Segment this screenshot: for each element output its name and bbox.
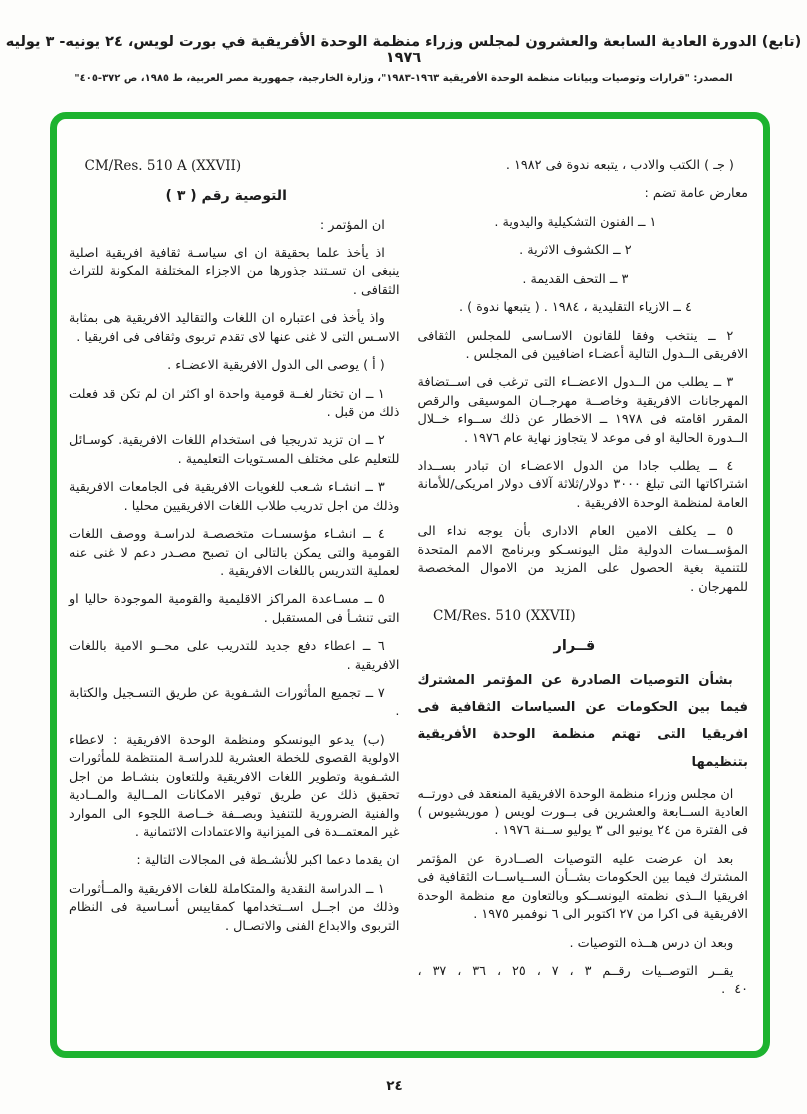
exhibit-item: ٢ ــ الكشوف الاثرية . [519,243,632,259]
recommendation-paragraph: ٦ ــ اعطاء دفع جديد للتدريب على محــو الامية باللغات الافريقية . [69,639,400,673]
recommendation-paragraph: ٤ ــ انشـاء مؤسسـات متخصصـة لدراسـة ووصف اللغات القومية والتى يمكن بالتالى ان تصبح مصـدر دعم لا غنى عنه لعملية التدريس باللغات الافريقية . [69,527,400,579]
resolution-item: ٥ ــ يكلف الامين العام الادارى بأن يوجه نداء الى المؤســسات الدولية مثل اليونسـكو وبرنامج الامم المتحدة للتنمية بغية الحصول على المزيد من الاموال المخصصة للمهرجان . [417,524,748,595]
paragraph-books: ( جـ ) الكتب والادب ، يتبعه ندوة فى ١٩٨٢ . [505,158,734,173]
recommendation-paragraph: واذ يأخذ فى اعتباره ان اللغات والتقاليد الافريقية هى بمثابة الاسـس التى لا غنى عنها لاى تقدم تربوى وثقافى فى افريقيا . [69,311,400,345]
resolution-item: ٢ ــ ينتخب وفقا للقانون الاسـاسى للمجلس الثقافى الافريقى الــدول التالية أعضـاء اضافيين فى المجلس . [417,328,748,362]
decision-paragraph: وبعد ان درس هــذه التوصيات . [569,935,734,951]
recommendation-paragraph: ٧ ــ تجميع المأثورات الشـفوية عن طريق التسـجيل والكتابة . [69,686,400,720]
paragraph-exhibitions: معارض عامة تضم : [644,186,748,202]
exhibit-item: ٣ ــ التحف القديمة . [522,271,629,287]
exhibit-item: ١ ــ الفنون التشكيلية واليدوية . [494,214,657,230]
conference-line: ان المؤتمر : [319,217,385,233]
resolution-item: ٣ ــ يطلب من الــدول الاعضــاء التى ترغب فى اســتضافة المهرجانات الافريقية وخاصــة مهرجــان الموسيقى والرقص المقرر اقامته فى ١٩٧٨ ــ الاخطار عن ذلك ســواء خــلال الــدورة الحالية او فى موعد لا يتجاوز نهاية عام ١٩٧٦ . [417,375,748,446]
resolution-reference: CM/Res. 510 (XXVII) [433,608,576,625]
decision-subtitle: بشأن التوصيات الصادرة عن المؤتمر المشترك فيما بين الحكومات عن السياسات الثقافية فى افريقيا التى تهتم منظمة الوحدة الأفريقية بتنظيمها [417,673,748,770]
column-left [69,157,400,1041]
session-title: (تابع) الدورة العادية السابعة والعشرون لمجلس وزراء منظمة الوحدة الأفريقية في بورت لويس، ٢٤ يونيه- ٣ يوليه ١٩٧٦ [5,34,802,66]
recommendation-paragraph: ٣ ــ انشـاء شـعب للغويات الافريقية فى الجامعات الافريقية وذلك من اجل تدريب طلاب اللغات الافريقيين محليا . [69,480,400,514]
page-header [0,34,807,84]
recommendation-paragraph: ١ ــ ان تختار لغــة قومية واحدة او اكثر ان لم تكن قد فعلت ذلك من قبل . [69,386,400,420]
recommendation-paragraph: اذ يأخذ علما بحقيقة ان اى سياسـة ثقافية افريقية اصلية ينبغى ان تسـتند جذورها من الاجزاء المختلفة المكونة للتراث الثقافى . [69,246,400,298]
page-number: ٢٤ [386,1078,403,1094]
document-columns [57,119,763,1051]
recommendation-paragraph: (ب) يدعو اليونسكو ومنظمة الوحدة الافريقية : لاعطاء الاولوية القصوى للخطة العشرية للدراسـة المنتظمة للمأثورات الشـفوية وتطوير اللغات الافريقية وللتعاون بنشـاط من اجل تحقيق ذلك عن طريق توفير الامكانات المــالية والمــادية والفنية الضرورية للتنفيذ وبصــفة خــاصة اللجوء الى الموارد غير المعتمــدة فى الميزانية والاعتمادات الائتمانية . [69,732,400,840]
decision-paragraph: يقــر التوصــيات رقــم ٣ ، ٧ ، ٢٥ ، ٣٦ ، ٣٧ ، ٤٠ . [417,963,748,998]
document-frame [50,112,770,1058]
decision-paragraph: بعد ان عرضت عليه التوصيات الصــادرة عن المؤتمر المشترك فيما بين الحكومات بشــأن الســياســات الثقافية فى افريقيا الــذى نظمته اليونســكو وبالتعاون مع منظمة الوحدة الافريقية فى اكرا من ٢٧ اكتوبر الى ٦ نوفمبر ١٩٧٥ . [417,851,748,923]
decision-paragraph: ان مجلس وزراء منظمة الوحدة الافريقية المنعقد فى دورتــه العادية الســابعة والعشرين فى بــورت لويس ( موريشيوس ) فى الفترة من ٢٤ يونيو الى ٣ يوليو ســنة ١٩٧٦ . [417,786,748,839]
column-right [418,157,749,1041]
decision-title: قــرار [553,638,596,655]
resolution-item: ٤ ــ يطلب جادا من الدول الاعضـاء ان تبادر بســداد اشتراكاتها التى تبلغ ٣٠٠٠ دولار/ثلاثة آلاف دولار امريكى/للأمانة العامة لمنظمة الوحدة الافريقية . [417,459,749,511]
exhibit-item: ٤ ــ الازياء التقليدية ، ١٩٨٤ . ( يتبعها ندوة ) . [458,300,692,316]
source-citation: المصدر: "قرارات وتوصيات وبيانات منظمة الوحدة الأفريقية ١٩٦٣-١٩٨٣"، وزارة الخارجية، جمهورية مصر العربية، ط ١٩٨٥، ص ٣٧٢-٤٠٥" [74,73,733,84]
recommendation-paragraph: ٥ ــ مسـاعدة المراكز الاقليمية والقومية الموجودة حاليا او التى تنشـأ فى المستقبل . [69,592,400,626]
recommendation-reference: CM/Res. 510 A (XXVII) [84,158,242,174]
recommendation-paragraph: ١ ــ الدراسة النقدية والمتكاملة للغات الافريقية والمــأثورات وذلك من اجــل اســتخدامها كمقاييس أسـاسية فى النظام التربوى والابداع الفنى والاتصـال . [69,881,400,934]
recommendation-paragraph: ان يقدما دعما اكبر للأنشـطة فى المجالات التالية : [136,853,400,869]
recommendation-paragraph: ٢ ــ ان تزيد تدريجيا فى استخدام اللغات الافريقية. كوسـائل للتعليم على مختلف المسـتويات التعليمية . [69,433,400,467]
recommendation-paragraph: ( أ ) يوصى الى الدول الافريقية الاعضـاء . [167,358,385,374]
recommendation-title: التوصية رقم ( ٣ ) [165,188,287,205]
